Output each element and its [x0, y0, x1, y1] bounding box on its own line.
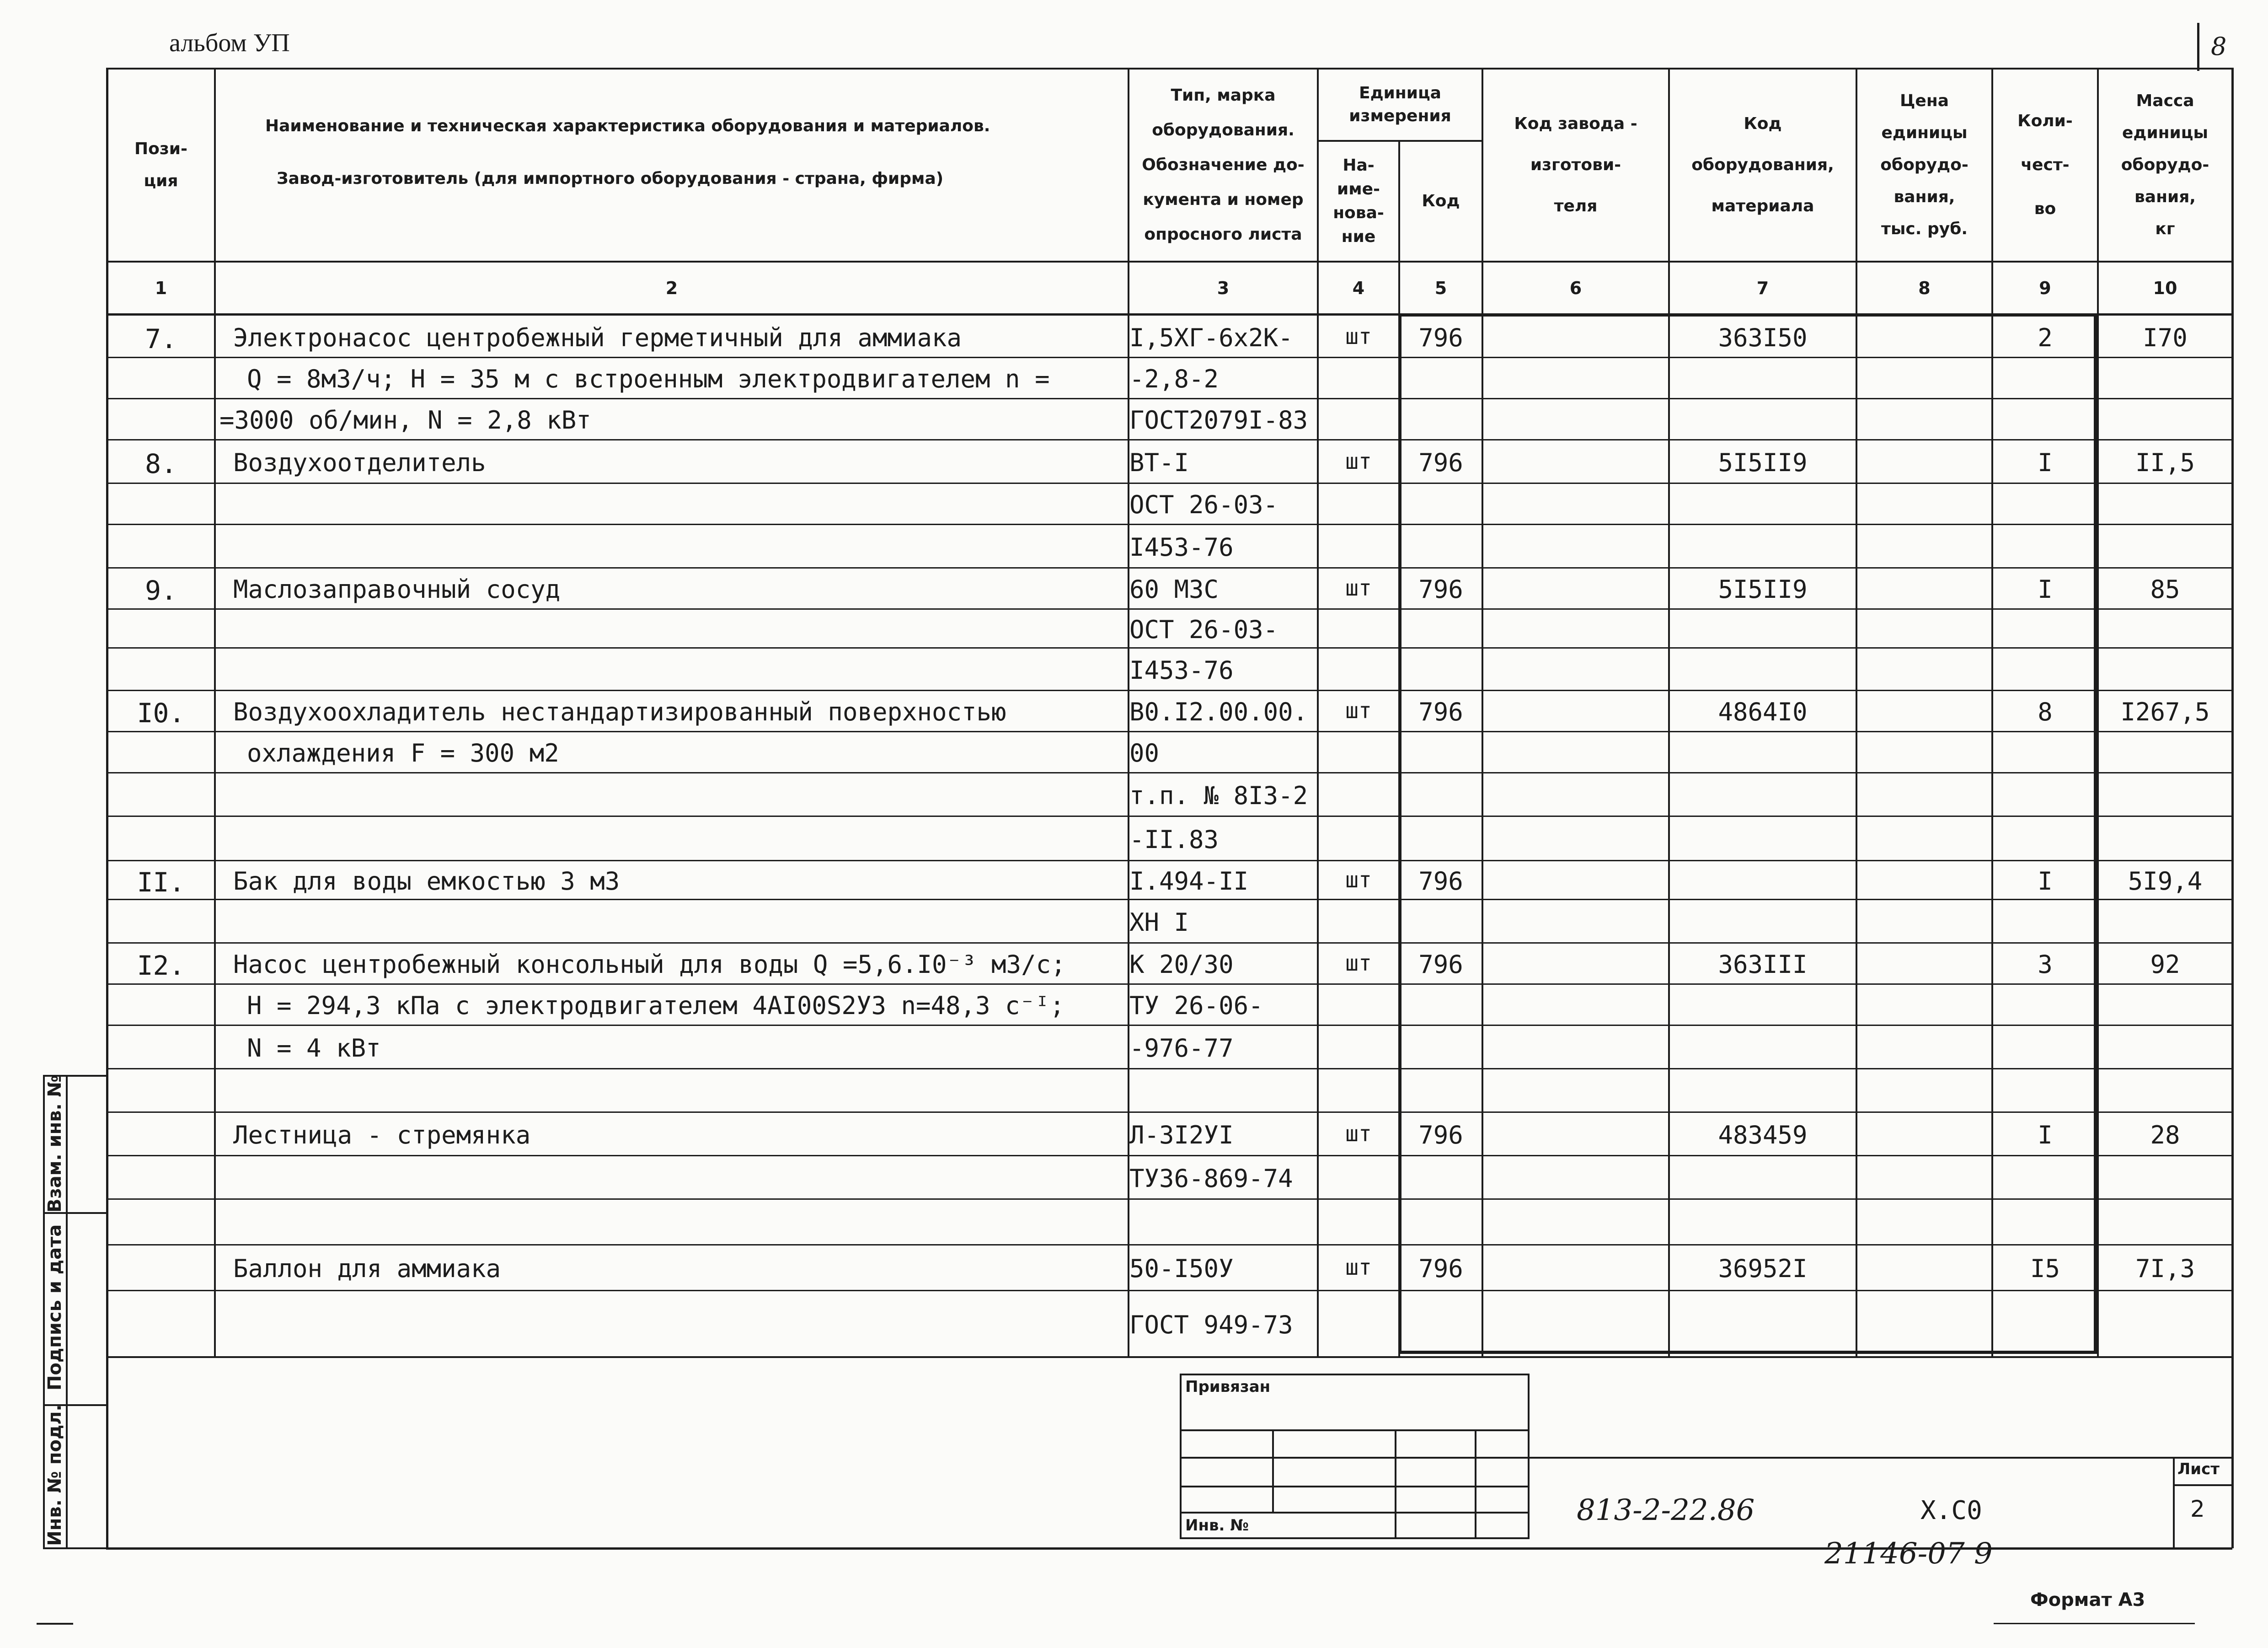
- cell-name: Маслозаправочный сосуд: [233, 575, 561, 604]
- colnum-5: 5: [1434, 278, 1447, 298]
- colnum-3: 3: [1217, 278, 1230, 298]
- colnum-9: 9: [2039, 278, 2051, 298]
- colnum-7: 7: [1756, 278, 1769, 298]
- cell-type: -II.83: [1129, 825, 1219, 854]
- cell-mass: I267,5: [2120, 698, 2210, 726]
- header-unit-code: Код: [1422, 192, 1460, 210]
- side-label-inv-podl: Инв. № подл.: [44, 1404, 65, 1546]
- cell-quantity: 3: [2038, 950, 2053, 979]
- inv-no-label: Инв. №: [1185, 1516, 1249, 1535]
- cell-name: Q = 8м3/ч; H = 35 м с встроенным электродвигателем n =: [247, 365, 1050, 393]
- colnum-4: 4: [1352, 278, 1365, 298]
- cell-type: 60 МЗС: [1129, 575, 1219, 604]
- cell-mass: 85: [2150, 575, 2180, 604]
- cell-name: Бак для воды емкостью 3 м3: [233, 867, 620, 896]
- cell-name: Баллон для аммиака: [233, 1254, 501, 1283]
- cell-type: ОСТ 26-03-: [1129, 490, 1278, 519]
- sheet-number: 2: [2190, 1496, 2205, 1522]
- cell-name: Насос центробежный консольный для воды Q =5,6.I0⁻³ м3/с;: [233, 950, 1066, 979]
- cell-position: II.: [137, 867, 185, 898]
- cell-equipment-code: 5I5II9: [1718, 575, 1808, 604]
- header-name-line1: Наименование и техническая характеристика оборудования и материалов.: [265, 117, 990, 135]
- cell-type: -976-77: [1129, 1034, 1234, 1063]
- cell-equipment-code: 5I5II9: [1718, 448, 1808, 477]
- cell-position: I2.: [137, 950, 185, 981]
- header-quantity: Коли- чест- во: [2017, 112, 2073, 218]
- cell-unit: шт: [1345, 575, 1372, 601]
- cell-type: К 20/30: [1129, 950, 1234, 979]
- sheet-label: Лист: [2177, 1460, 2220, 1478]
- cell-equipment-code: 363III: [1718, 950, 1808, 979]
- cell-name: Н = 294,3 кПа с электродвигателем 4AI00S2У3 n=48,3 с⁻ᴵ;: [247, 991, 1065, 1020]
- cell-position: 7.: [145, 323, 177, 354]
- header-unit-group: Единица измерения: [1349, 84, 1451, 125]
- cell-unit: шт: [1345, 698, 1372, 724]
- format-label: Формат А3: [2030, 1589, 2145, 1610]
- cell-unit-code: 796: [1418, 950, 1463, 979]
- side-label-vzam: Взам. инв. №: [44, 1075, 65, 1213]
- header-equipment-code: Код оборудования, материала: [1691, 114, 1834, 215]
- colnum-2: 2: [665, 278, 678, 298]
- cell-equipment-code: 4864I0: [1718, 698, 1808, 726]
- cell-name: Электронасос центробежный герметичный для аммиака: [233, 323, 962, 352]
- doc-code: Х.С0: [1920, 1496, 1982, 1525]
- colnum-6: 6: [1569, 278, 1582, 298]
- header-name-line2: Завод-изготовитель (для импортного оборудования - страна, фирма): [277, 169, 944, 188]
- cell-mass: I70: [2143, 323, 2188, 352]
- cell-equipment-code: 36952I: [1718, 1254, 1808, 1283]
- cell-unit-code: 796: [1418, 575, 1463, 604]
- cell-type: ТУ 26-06-: [1129, 991, 1263, 1020]
- cell-quantity: I: [2038, 448, 2053, 477]
- album-label: альбом УП: [169, 29, 290, 57]
- cell-type: т.п. № 8I3-2: [1129, 781, 1308, 810]
- side-label-signature: Подпись и дата: [44, 1224, 65, 1390]
- colnum-8: 8: [1918, 278, 1931, 298]
- cell-mass: 5I9,4: [2128, 867, 2203, 896]
- cell-unit: шт: [1345, 950, 1372, 976]
- cell-type: 00: [1129, 739, 1160, 768]
- cell-unit-code: 796: [1418, 867, 1463, 896]
- cell-type: ХН I: [1129, 908, 1189, 937]
- cell-type: 50-I50У: [1129, 1254, 1234, 1283]
- header-manufacturer-code: Код завода - изготови- теля: [1514, 114, 1637, 215]
- header-type: Тип, марка оборудования. Обозначение до- кумента и номер опросного листа: [1142, 86, 1305, 244]
- cell-type: I453-76: [1129, 656, 1234, 685]
- cell-quantity: I: [2038, 575, 2053, 604]
- cell-type: ВТ-I: [1129, 448, 1189, 477]
- cell-quantity: I: [2038, 1121, 2053, 1149]
- cell-quantity: I: [2038, 867, 2053, 896]
- cell-position: 9.: [145, 575, 177, 606]
- cell-type: ОСТ 26-03-: [1129, 615, 1278, 644]
- cell-type: В0.I2.00.00.: [1129, 698, 1308, 726]
- cell-name: =3000 об/мин, N = 2,8 кВт: [219, 406, 591, 435]
- cell-type: ТУ36-869-74: [1129, 1164, 1293, 1193]
- header-position: Пози- ция: [134, 140, 187, 190]
- cell-mass: 92: [2150, 950, 2180, 979]
- cell-mass: 7I,3: [2135, 1254, 2195, 1283]
- cell-type: ГОСТ2079I-83: [1129, 406, 1308, 435]
- cell-unit-code: 796: [1418, 698, 1463, 726]
- cell-name: охлаждения F = 300 м2: [247, 739, 559, 768]
- cell-unit: шт: [1345, 1121, 1372, 1147]
- doc-number: 813-2-22.86: [1577, 1493, 1755, 1527]
- cell-type: I453-76: [1129, 533, 1234, 562]
- header-price: Цена единицы оборудо- вания, тыс. руб.: [1880, 91, 1968, 238]
- cell-equipment-code: 483459: [1718, 1121, 1808, 1149]
- cell-unit-code: 796: [1418, 1254, 1463, 1283]
- cell-name: Воздухоохладитель нестандартизированный поверхностью: [233, 698, 1006, 726]
- cell-unit: шт: [1345, 1255, 1372, 1280]
- cell-mass: II,5: [2135, 448, 2195, 477]
- privyazan-label: Привязан: [1185, 1378, 1271, 1396]
- cell-type: ГОСТ 949-73: [1129, 1310, 1293, 1339]
- cell-name: Лестница - стремянка: [233, 1121, 531, 1149]
- cell-unit-code: 796: [1418, 1121, 1463, 1149]
- colnum-10: 10: [2153, 278, 2177, 298]
- cell-quantity: 8: [2038, 698, 2053, 726]
- cell-type: I,5ХГ-6х2К-: [1129, 323, 1293, 352]
- cell-position: I0.: [137, 698, 185, 729]
- cell-position: 8.: [145, 448, 177, 479]
- cell-unit: шт: [1345, 324, 1372, 349]
- cell-unit-code: 796: [1418, 323, 1463, 352]
- cell-mass: 28: [2150, 1121, 2180, 1149]
- cell-unit-code: 796: [1418, 448, 1463, 477]
- cell-type: Л-3I2УI: [1129, 1121, 1234, 1149]
- cell-quantity: I5: [2030, 1254, 2060, 1283]
- cell-name: N = 4 кВт: [247, 1034, 381, 1063]
- corner-page-number: 8: [2211, 32, 2227, 61]
- cell-type: I.494-II: [1129, 867, 1249, 896]
- handwritten-number: 21146-07 9: [1824, 1537, 1993, 1571]
- header-unit-name: На- име- нова- ние: [1333, 156, 1384, 246]
- header-mass: Масса единицы оборудо- вания, кг: [2121, 91, 2209, 238]
- cell-type: -2,8-2: [1129, 365, 1219, 393]
- cell-equipment-code: 363I50: [1718, 323, 1808, 352]
- cell-unit: шт: [1345, 867, 1372, 893]
- cell-name: Воздухоотделитель: [233, 448, 486, 477]
- cell-unit: шт: [1345, 449, 1372, 474]
- colnum-1: 1: [155, 278, 167, 298]
- cell-quantity: 2: [2038, 323, 2053, 352]
